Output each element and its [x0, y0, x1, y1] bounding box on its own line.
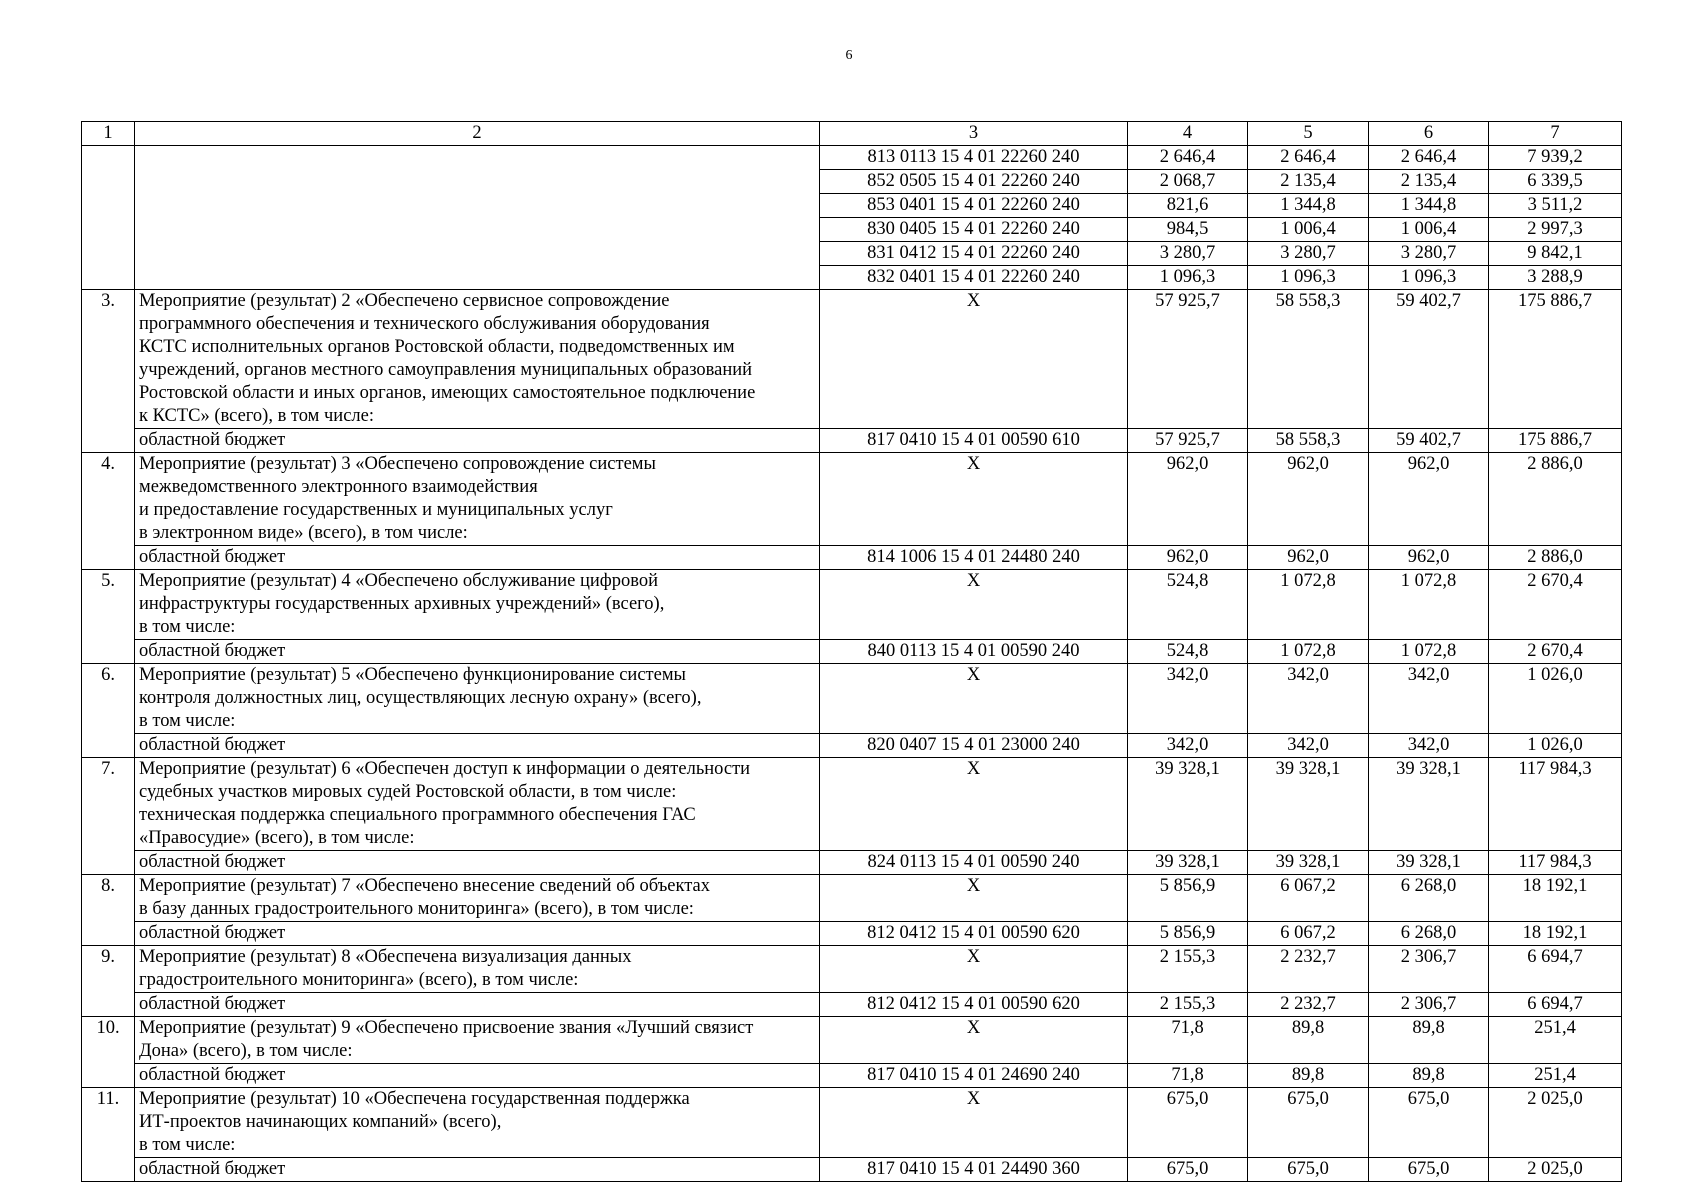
value-cell-col7: 3 288,9: [1489, 266, 1622, 290]
description-cell: [135, 875, 820, 922]
row-number-cell: 10.: [82, 1017, 135, 1088]
budget-code-cell: X: [820, 453, 1128, 546]
budget-code-cell: 824 0113 15 4 01 00590 240: [820, 851, 1128, 875]
description-line: областной бюджет: [139, 430, 286, 450]
budget-code-cell: 830 0405 15 4 01 22260 240: [820, 218, 1128, 242]
column-number-cell: 4: [1128, 122, 1248, 146]
value-cell-col4: 2 155,3: [1128, 946, 1248, 993]
value-cell-col4: 675,0: [1128, 1088, 1248, 1158]
value-cell-col5: 2 646,4: [1248, 146, 1369, 170]
description-cell: [135, 1017, 820, 1064]
table-row: [82, 664, 1622, 734]
description-line: областной бюджет: [139, 641, 286, 661]
table-row: [82, 546, 1622, 570]
value-cell-col6: 1 072,8: [1369, 640, 1489, 664]
budget-code-cell: X: [820, 664, 1128, 734]
value-cell-col4: 3 280,7: [1128, 242, 1248, 266]
value-cell-col6: 89,8: [1369, 1064, 1489, 1088]
budget-code-cell: 813 0113 15 4 01 22260 240: [820, 146, 1128, 170]
description-line: Мероприятие (результат) 4 «Обеспечено обслуживание цифровой: [139, 571, 659, 591]
table-row: [82, 570, 1622, 640]
value-cell-col7: 6 694,7: [1489, 993, 1622, 1017]
budget-code-cell: X: [820, 570, 1128, 640]
value-cell-col5: 962,0: [1248, 546, 1369, 570]
row-number-cell: 6.: [82, 664, 135, 758]
table-row: [82, 1088, 1622, 1158]
table-row: [82, 453, 1622, 546]
value-cell-col7: 2 670,4: [1489, 570, 1622, 640]
value-cell-col4: 57 925,7: [1128, 429, 1248, 453]
value-cell-col4: 962,0: [1128, 546, 1248, 570]
value-cell-col5: 1 072,8: [1248, 640, 1369, 664]
table-row: [82, 734, 1622, 758]
value-cell-col5: 39 328,1: [1248, 758, 1369, 851]
description-line: областной бюджет: [139, 547, 286, 567]
value-cell-col5: 1 344,8: [1248, 194, 1369, 218]
value-cell-col7: 175 886,7: [1489, 290, 1622, 429]
column-number-cell: 1: [82, 122, 135, 146]
budget-code-cell: 840 0113 15 4 01 00590 240: [820, 640, 1128, 664]
value-cell-col7: 6 339,5: [1489, 170, 1622, 194]
value-cell-col6: 89,8: [1369, 1017, 1489, 1064]
description-cell: [135, 1158, 820, 1182]
budget-code-cell: X: [820, 290, 1128, 429]
value-cell-col4: 5 856,9: [1128, 875, 1248, 922]
value-cell-col6: 6 268,0: [1369, 922, 1489, 946]
value-cell-col4: 39 328,1: [1128, 851, 1248, 875]
description-line: Мероприятие (результат) 10 «Обеспечена государственная поддержка: [139, 1089, 690, 1109]
description-line: градостроительного мониторинга» (всего), в том числе:: [139, 970, 579, 990]
column-number-cell: 5: [1248, 122, 1369, 146]
budget-code-cell: 817 0410 15 4 01 24690 240: [820, 1064, 1128, 1088]
column-number-cell: 2: [135, 122, 820, 146]
value-cell-col7: 117 984,3: [1489, 851, 1622, 875]
value-cell-col4: 962,0: [1128, 453, 1248, 546]
value-cell-col4: 71,8: [1128, 1017, 1248, 1064]
description-line: Мероприятие (результат) 7 «Обеспечено внесение сведений об объектах: [139, 876, 710, 896]
value-cell-col7: 2 025,0: [1489, 1158, 1622, 1182]
description-line: программного обеспечения и технического обслуживания оборудования: [139, 314, 710, 334]
value-cell-col6: 1 096,3: [1369, 266, 1489, 290]
value-cell-col4: 2 646,4: [1128, 146, 1248, 170]
value-cell-col7: 7 939,2: [1489, 146, 1622, 170]
value-cell-col4: 2 068,7: [1128, 170, 1248, 194]
description-line: областной бюджет: [139, 1065, 286, 1085]
description-line: областной бюджет: [139, 852, 286, 872]
description-line: Мероприятие (результат) 6 «Обеспечен доступ к информации о деятельности: [139, 759, 751, 779]
budget-code-cell: 814 1006 15 4 01 24480 240: [820, 546, 1128, 570]
table-row: [82, 1064, 1622, 1088]
value-cell-col4: 57 925,7: [1128, 290, 1248, 429]
value-cell-col7: 1 026,0: [1489, 734, 1622, 758]
value-cell-col5: 962,0: [1248, 453, 1369, 546]
description-cell: [135, 290, 820, 429]
value-cell-col5: 89,8: [1248, 1017, 1369, 1064]
value-cell-col5: 675,0: [1248, 1088, 1369, 1158]
value-cell-col7: 18 192,1: [1489, 875, 1622, 922]
value-cell-col6: 6 268,0: [1369, 875, 1489, 922]
row-number-cell: [82, 146, 135, 290]
budget-code-cell: 852 0505 15 4 01 22260 240: [820, 170, 1128, 194]
description-cell: [135, 758, 820, 851]
budget-code-cell: X: [820, 1088, 1128, 1158]
description-cell: [135, 1064, 820, 1088]
table-row: [82, 993, 1622, 1017]
description-line: инфраструктуры государственных архивных учреждений» (всего),: [139, 594, 665, 614]
value-cell-col5: 2 232,7: [1248, 946, 1369, 993]
row-number-cell: 4.: [82, 453, 135, 570]
value-cell-col7: 6 694,7: [1489, 946, 1622, 993]
description-cell: [135, 429, 820, 453]
description-line: областной бюджет: [139, 994, 286, 1014]
description-line: областной бюджет: [139, 923, 286, 943]
value-cell-col4: 5 856,9: [1128, 922, 1248, 946]
row-number-cell: 3.: [82, 290, 135, 453]
table-row: [82, 429, 1622, 453]
description-line: в базу данных градостроительного мониторинга» (всего), в том числе:: [139, 899, 694, 919]
value-cell-col4: 342,0: [1128, 734, 1248, 758]
description-line: Мероприятие (результат) 2 «Обеспечено сервисное сопровождение: [139, 291, 670, 311]
description-line: Мероприятие (результат) 5 «Обеспечено функционирование системы: [139, 665, 686, 685]
value-cell-col5: 1 096,3: [1248, 266, 1369, 290]
budget-code-cell: 812 0412 15 4 01 00590 620: [820, 993, 1128, 1017]
value-cell-col7: 2 670,4: [1489, 640, 1622, 664]
value-cell-col7: 251,4: [1489, 1064, 1622, 1088]
value-cell-col4: 984,5: [1128, 218, 1248, 242]
table-row: [82, 875, 1622, 922]
value-cell-col7: 18 192,1: [1489, 922, 1622, 946]
value-cell-col5: 2 232,7: [1248, 993, 1369, 1017]
value-cell-col5: 1 006,4: [1248, 218, 1369, 242]
table-row: [82, 946, 1622, 993]
value-cell-col7: 117 984,3: [1489, 758, 1622, 851]
column-number-cell: 7: [1489, 122, 1622, 146]
value-cell-col5: 6 067,2: [1248, 922, 1369, 946]
description-line: и предоставление государственных и муниципальных услуг: [139, 500, 613, 520]
column-number-cell: 3: [820, 122, 1128, 146]
description-cell: [135, 946, 820, 993]
value-cell-col4: 342,0: [1128, 664, 1248, 734]
value-cell-col7: 251,4: [1489, 1017, 1622, 1064]
budget-code-cell: X: [820, 946, 1128, 993]
table-row: [82, 640, 1622, 664]
description-line: КСТС исполнительных органов Ростовской области, подведомственных им: [139, 337, 735, 357]
value-cell-col4: 39 328,1: [1128, 758, 1248, 851]
value-cell-col6: 2 306,7: [1369, 993, 1489, 1017]
value-cell-col4: 524,8: [1128, 570, 1248, 640]
budget-code-cell: X: [820, 875, 1128, 922]
value-cell-col4: 821,6: [1128, 194, 1248, 218]
value-cell-col5: 58 558,3: [1248, 290, 1369, 429]
value-cell-col7: 2 886,0: [1489, 453, 1622, 546]
value-cell-col6: 962,0: [1369, 453, 1489, 546]
row-number-cell: 9.: [82, 946, 135, 1017]
value-cell-col6: 2 135,4: [1369, 170, 1489, 194]
value-cell-col5: 342,0: [1248, 664, 1369, 734]
value-cell-col5: 89,8: [1248, 1064, 1369, 1088]
value-cell-col6: 3 280,7: [1369, 242, 1489, 266]
value-cell-col6: 39 328,1: [1369, 758, 1489, 851]
value-cell-col4: 675,0: [1128, 1158, 1248, 1182]
description-line: к КСТС» (всего), в том числе:: [139, 406, 374, 426]
table-row: [82, 146, 1622, 170]
description-line: техническая поддержка специального программного обеспечения ГАС: [139, 805, 696, 825]
value-cell-col5: 3 280,7: [1248, 242, 1369, 266]
value-cell-col6: 342,0: [1369, 734, 1489, 758]
column-number-row: [82, 122, 1622, 146]
description-cell: [135, 664, 820, 734]
budget-code-cell: 831 0412 15 4 01 22260 240: [820, 242, 1128, 266]
description-line: в том числе:: [139, 711, 236, 731]
value-cell-col7: 3 511,2: [1489, 194, 1622, 218]
description-line: в том числе:: [139, 1135, 236, 1155]
budget-code-cell: X: [820, 1017, 1128, 1064]
value-cell-col6: 675,0: [1369, 1088, 1489, 1158]
value-cell-col6: 2 306,7: [1369, 946, 1489, 993]
description-line: Мероприятие (результат) 9 «Обеспечено присвоение звания «Лучший связист: [139, 1018, 754, 1038]
row-number-cell: 5.: [82, 570, 135, 664]
table-row: [82, 758, 1622, 851]
value-cell-col5: 342,0: [1248, 734, 1369, 758]
value-cell-col6: 1 072,8: [1369, 570, 1489, 640]
table-row: [82, 851, 1622, 875]
budget-code-cell: 853 0401 15 4 01 22260 240: [820, 194, 1128, 218]
row-number-cell: 11.: [82, 1088, 135, 1182]
description-line: межведомственного электронного взаимодействия: [139, 477, 538, 497]
value-cell-col4: 2 155,3: [1128, 993, 1248, 1017]
value-cell-col6: 1 344,8: [1369, 194, 1489, 218]
value-cell-col7: 1 026,0: [1489, 664, 1622, 734]
value-cell-col6: 342,0: [1369, 664, 1489, 734]
description-cell: [135, 453, 820, 546]
table-row: [82, 1017, 1622, 1064]
value-cell-col6: 39 328,1: [1369, 851, 1489, 875]
description-line: областной бюджет: [139, 735, 286, 755]
value-cell-col7: 175 886,7: [1489, 429, 1622, 453]
column-number-cell: 6: [1369, 122, 1489, 146]
description-cell: [135, 546, 820, 570]
description-cell: [135, 734, 820, 758]
page-number: 6: [845, 48, 853, 63]
value-cell-col7: 2 886,0: [1489, 546, 1622, 570]
description-line: учреждений, органов местного самоуправления муниципальных образований: [139, 360, 753, 380]
table-row: [82, 922, 1622, 946]
value-cell-col5: 2 135,4: [1248, 170, 1369, 194]
value-cell-col6: 675,0: [1369, 1158, 1489, 1182]
budget-code-cell: X: [820, 758, 1128, 851]
description-line: Ростовской области и иных органов, имеющих самостоятельное подключение: [139, 383, 756, 403]
value-cell-col5: 1 072,8: [1248, 570, 1369, 640]
description-cell: [135, 922, 820, 946]
description-line: контроля должностных лиц, осуществляющих лесную охрану» (всего),: [139, 688, 702, 708]
value-cell-col5: 675,0: [1248, 1158, 1369, 1182]
description-cell: [135, 146, 820, 290]
value-cell-col5: 58 558,3: [1248, 429, 1369, 453]
description-cell: [135, 1088, 820, 1158]
description-line: Мероприятие (результат) 8 «Обеспечена визуализация данных: [139, 947, 632, 967]
budget-code-cell: 820 0407 15 4 01 23000 240: [820, 734, 1128, 758]
description-line: в том числе:: [139, 617, 236, 637]
value-cell-col5: 6 067,2: [1248, 875, 1369, 922]
description-cell: [135, 993, 820, 1017]
table-row: [82, 290, 1622, 429]
budget-table: [81, 121, 1622, 1182]
row-number-cell: 8.: [82, 875, 135, 946]
description-line: судебных участков мировых судей Ростовской области, в том числе:: [139, 782, 677, 802]
description-line: областной бюджет: [139, 1159, 286, 1179]
description-line: «Правосудие» (всего), в том числе:: [139, 828, 415, 848]
value-cell-col7: 2 997,3: [1489, 218, 1622, 242]
value-cell-col6: 59 402,7: [1369, 429, 1489, 453]
value-cell-col7: 9 842,1: [1489, 242, 1622, 266]
budget-code-cell: 817 0410 15 4 01 24490 360: [820, 1158, 1128, 1182]
description-line: ИТ-проектов начинающих компаний» (всего),: [139, 1112, 502, 1132]
value-cell-col5: 39 328,1: [1248, 851, 1369, 875]
value-cell-col4: 1 096,3: [1128, 266, 1248, 290]
row-number-cell: 7.: [82, 758, 135, 875]
budget-code-cell: 832 0401 15 4 01 22260 240: [820, 266, 1128, 290]
budget-code-cell: 812 0412 15 4 01 00590 620: [820, 922, 1128, 946]
description-line: Мероприятие (результат) 3 «Обеспечено сопровождение системы: [139, 454, 656, 474]
budget-code-cell: 817 0410 15 4 01 00590 610: [820, 429, 1128, 453]
value-cell-col6: 1 006,4: [1369, 218, 1489, 242]
description-cell: [135, 570, 820, 640]
description-cell: [135, 851, 820, 875]
description-line: в электронном виде» (всего), в том числе:: [139, 523, 468, 543]
value-cell-col7: 2 025,0: [1489, 1088, 1622, 1158]
value-cell-col6: 2 646,4: [1369, 146, 1489, 170]
value-cell-col4: 524,8: [1128, 640, 1248, 664]
value-cell-col6: 962,0: [1369, 546, 1489, 570]
table-row: [82, 1158, 1622, 1182]
value-cell-col4: 71,8: [1128, 1064, 1248, 1088]
description-line: Дона» (всего), в том числе:: [139, 1041, 353, 1061]
description-cell: [135, 640, 820, 664]
value-cell-col6: 59 402,7: [1369, 290, 1489, 429]
